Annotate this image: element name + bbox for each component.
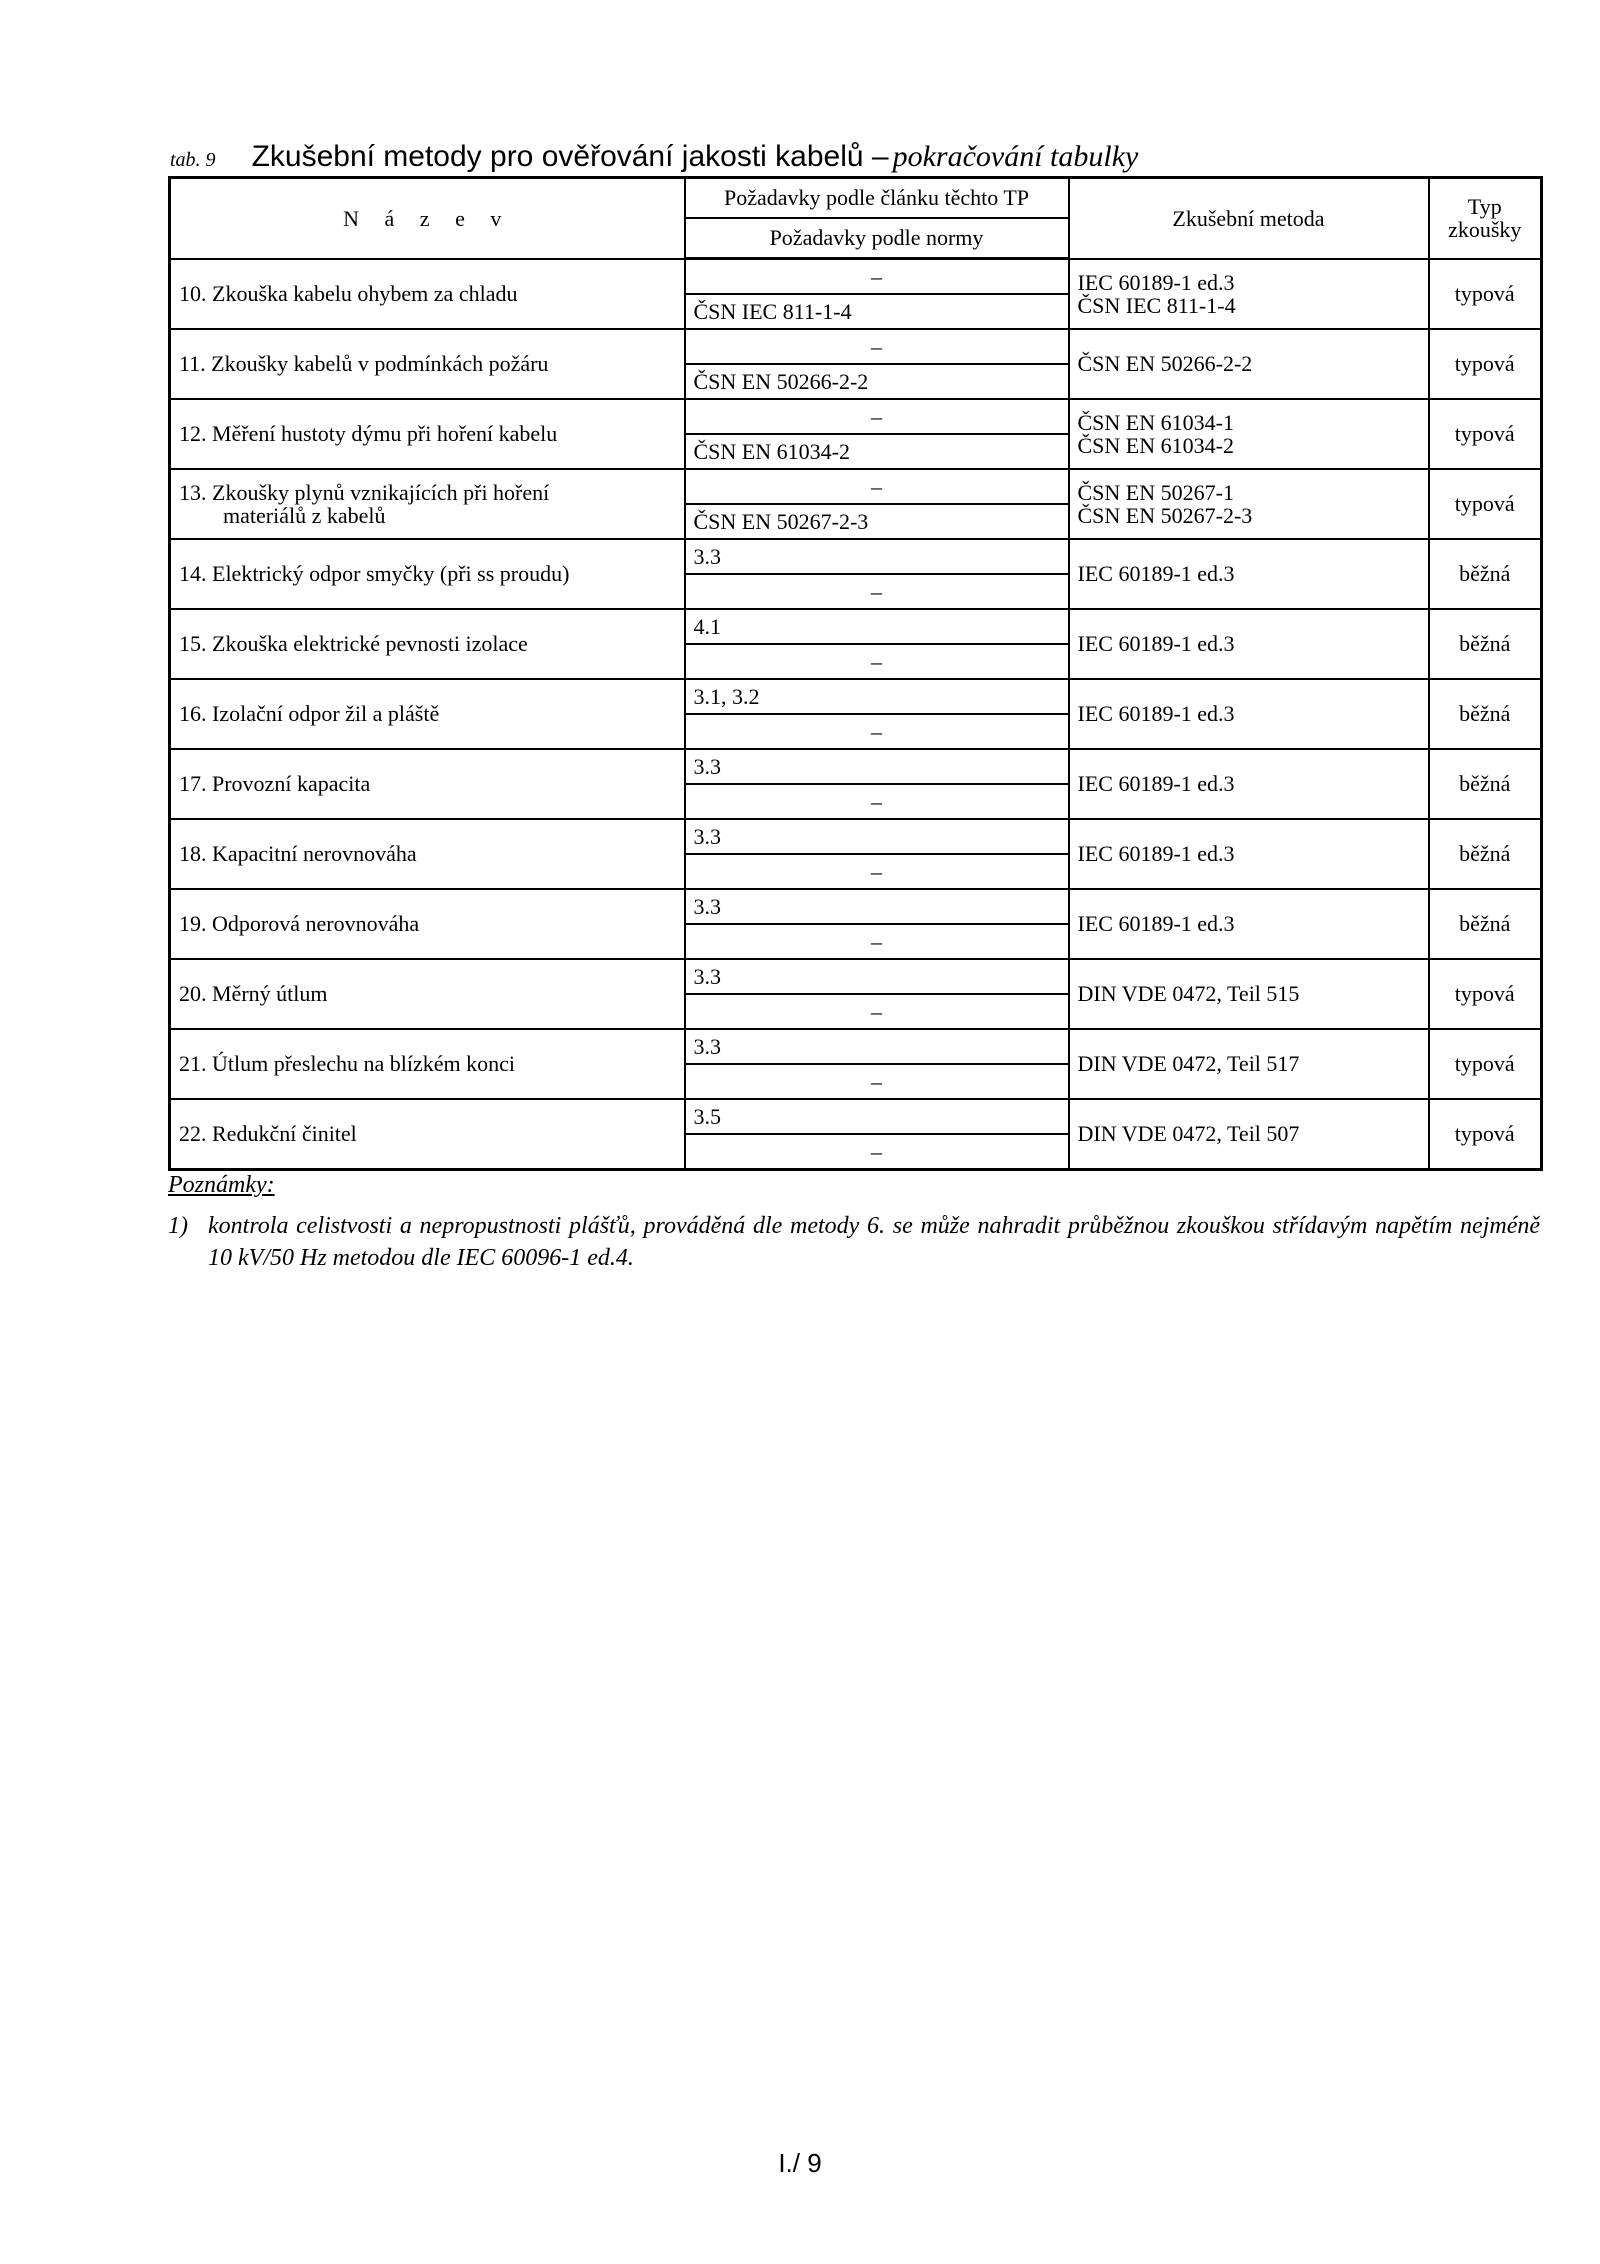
table-row [170, 609, 1542, 644]
row-method [1069, 1029, 1429, 1099]
row-req-tp: 3.3 [685, 819, 1069, 854]
header-method: Zkušební metoda [1069, 178, 1429, 259]
page-number: I./ 9 [778, 2148, 822, 2178]
row-name-line: 17. Provozní kapacita [179, 771, 371, 797]
row-req-norm: – [685, 854, 1069, 889]
row-method [1069, 1099, 1429, 1170]
notes-title: Poznámky: [168, 1172, 275, 1198]
table-row [170, 819, 1542, 854]
row-name [170, 329, 685, 399]
row-name [170, 959, 685, 1029]
table-row [170, 889, 1542, 924]
row-req-tp: – [685, 469, 1069, 504]
row-req-tp: – [685, 259, 1069, 295]
row-req-norm: – [685, 714, 1069, 749]
row-name-line: 10. Zkouška kabelu ohybem za chladu [179, 281, 518, 307]
row-method-line: ČSN EN 50266-2-2 [1077, 351, 1253, 377]
row-method-line: IEC 60189-1 ed.3 [1077, 701, 1235, 727]
row-method [1069, 609, 1429, 679]
note-text: kontrola celistvosti a nepropustnosti plášťů, prováděná dle metody 6. se může nahradit průběžnou zkouškou střídavým napětím nejméně 10 kV/50 Hz metodou dle IEC 60096-1 ed.4. [208, 1213, 1540, 1271]
row-method-line: ČSN EN 61034-1 [1077, 409, 1234, 435]
row-method-line: IEC 60189-1 ed.3 [1077, 269, 1235, 295]
row-method [1069, 329, 1429, 399]
table-row [170, 1029, 1542, 1064]
row-method [1069, 889, 1429, 959]
row-name [170, 609, 685, 679]
row-req-tp: 3.3 [685, 889, 1069, 924]
row-req-tp: 3.3 [685, 749, 1069, 784]
row-method-line: IEC 60189-1 ed.3 [1077, 841, 1235, 867]
row-type: typová [1429, 329, 1542, 399]
row-name [170, 469, 685, 539]
row-name [170, 259, 685, 330]
note-marker: 1) [168, 1213, 188, 1239]
header-req-norm: Požadavky podle normy [685, 218, 1069, 259]
row-name-line: 12. Měření hustoty dýmu při hoření kabelu [179, 421, 558, 447]
row-req-tp: 3.1, 3.2 [685, 679, 1069, 714]
table-row [170, 329, 1542, 364]
row-type: běžná [1429, 749, 1542, 819]
row-method [1069, 819, 1429, 889]
row-method-line: ČSN EN 50267-1 [1077, 479, 1234, 505]
row-type: běžná [1429, 889, 1542, 959]
row-req-norm: – [685, 994, 1069, 1029]
header-name: N á z e v [170, 178, 685, 259]
row-name [170, 1029, 685, 1099]
row-method-line: IEC 60189-1 ed.3 [1077, 561, 1235, 587]
row-method-line: ČSN IEC 811-1-4 [1077, 292, 1236, 318]
row-name-line: 20. Měrný útlum [179, 981, 328, 1007]
row-req-norm: ČSN EN 50266-2-2 [685, 364, 1069, 399]
row-type: typová [1429, 959, 1542, 1029]
row-req-tp: 4.1 [685, 609, 1069, 644]
row-type: běžná [1429, 609, 1542, 679]
row-type: typová [1429, 469, 1542, 539]
row-type: běžná [1429, 679, 1542, 749]
row-name [170, 819, 685, 889]
row-name-line: 14. Elektrický odpor smyčky (při ss proudu) [179, 561, 570, 587]
row-req-norm: ČSN IEC 811-1-4 [685, 294, 1069, 329]
row-method-line: DIN VDE 0472, Teil 515 [1077, 981, 1300, 1007]
row-type: typová [1429, 399, 1542, 469]
row-name-line: 18. Kapacitní nerovnováha [179, 841, 417, 867]
row-name-line: 16. Izolační odpor žil a pláště [179, 701, 440, 727]
table-row [170, 749, 1542, 784]
row-req-norm: ČSN EN 61034-2 [685, 434, 1069, 469]
row-name-line: 11. Zkoušky kabelů v podmínkách požáru [179, 351, 549, 377]
row-method-line: DIN VDE 0472, Teil 507 [1077, 1121, 1300, 1147]
header-type: Typ zkoušky [1429, 178, 1542, 259]
row-req-norm: ČSN EN 50267-2-3 [685, 504, 1069, 539]
row-req-norm: – [685, 784, 1069, 819]
table-row [170, 1099, 1542, 1134]
table-row [170, 539, 1542, 574]
test-methods-table [168, 176, 1543, 1171]
row-method [1069, 959, 1429, 1029]
table-body [170, 259, 1542, 1170]
row-method [1069, 259, 1429, 330]
table-row [170, 679, 1542, 714]
row-type: běžná [1429, 819, 1542, 889]
row-name [170, 749, 685, 819]
row-type: typová [1429, 1029, 1542, 1099]
row-name [170, 679, 685, 749]
table-title: Zkušební metody pro ověřování jakosti kabelů – [251, 140, 889, 173]
row-name [170, 399, 685, 469]
row-req-tp: – [685, 329, 1069, 364]
row-method [1069, 469, 1429, 539]
row-method-line: IEC 60189-1 ed.3 [1077, 911, 1235, 937]
row-name [170, 1099, 685, 1170]
row-type: typová [1429, 1099, 1542, 1170]
row-req-norm: – [685, 924, 1069, 959]
row-name-line: 19. Odporová nerovnováha [179, 911, 420, 937]
row-method [1069, 749, 1429, 819]
row-method [1069, 539, 1429, 609]
row-req-tp: – [685, 399, 1069, 434]
row-req-norm: – [685, 644, 1069, 679]
row-method [1069, 679, 1429, 749]
row-req-norm: – [685, 574, 1069, 609]
row-name [170, 889, 685, 959]
row-method-line: IEC 60189-1 ed.3 [1077, 771, 1235, 797]
row-req-norm: – [685, 1064, 1069, 1099]
row-name-line: 21. Útlum přeslechu na blízkém konci [179, 1051, 516, 1077]
row-req-tp: 3.3 [685, 1029, 1069, 1064]
table-row [170, 399, 1542, 434]
row-method-line: ČSN EN 61034-2 [1077, 433, 1234, 458]
row-type: běžná [1429, 539, 1542, 609]
row-req-norm: – [685, 1134, 1069, 1170]
row-name-line: 15. Zkouška elektrické pevnosti izolace [179, 631, 528, 657]
table-row [170, 959, 1542, 994]
table-continuation: pokračování tabulky [892, 140, 1139, 173]
row-type: typová [1429, 259, 1542, 330]
table-row [170, 259, 1542, 295]
row-name [170, 539, 685, 609]
row-name-line: materiálů z kabelů [223, 503, 386, 528]
row-name-line: 13. Zkoušky plynů vznikajících při hoření [179, 479, 550, 505]
row-method-line: IEC 60189-1 ed.3 [1077, 631, 1235, 657]
table-caption [170, 140, 1138, 174]
row-name-line: 22. Redukční činitel [179, 1121, 357, 1147]
header-req-tp: Požadavky podle článku těchto TP [685, 178, 1069, 219]
row-method-line: ČSN EN 50267-2-3 [1077, 503, 1253, 528]
row-req-tp: 3.5 [685, 1099, 1069, 1134]
row-method [1069, 399, 1429, 469]
row-req-tp: 3.3 [685, 539, 1069, 574]
row-req-tp: 3.3 [685, 959, 1069, 994]
table-row [170, 469, 1542, 504]
row-method-line: DIN VDE 0472, Teil 517 [1077, 1051, 1300, 1077]
note-item [168, 1210, 1540, 1274]
table-number: tab. 9 [170, 149, 216, 171]
